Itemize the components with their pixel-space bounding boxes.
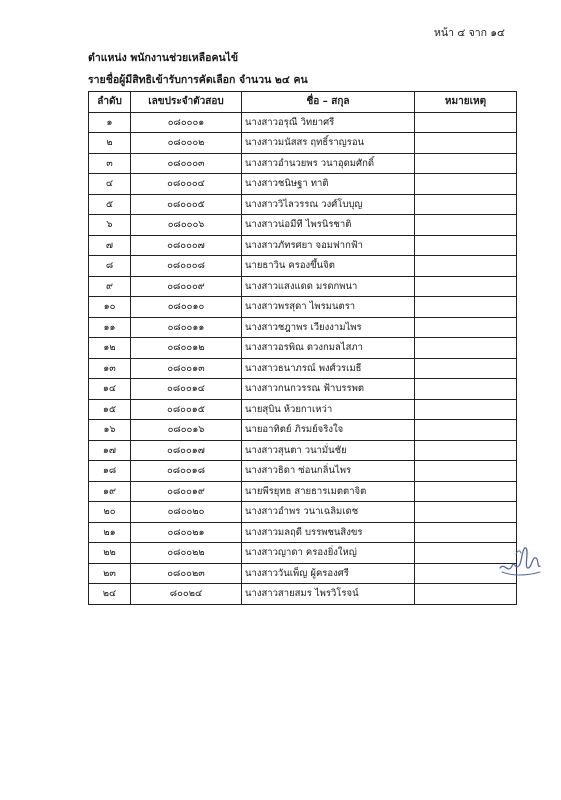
row-note [415,297,517,318]
row-note [415,133,517,154]
page-number: หน้า ๔ จาก ๑๔ [434,27,505,39]
row-exam-id: ๐๘๐๐๐๑ [131,112,242,133]
row-name: นางสาวแสงแดด มรดกพนา [242,276,415,297]
row-seq: ๒๔ [89,584,131,605]
row-seq: ๑๐ [89,297,131,318]
row-note [415,358,517,379]
table-row [89,133,517,154]
column-header-exam-id: เลขประจำตัวสอบ [131,92,242,113]
row-note [415,399,517,420]
row-exam-id: ๐๘๐๐๐๗ [131,235,242,256]
row-seq: ๑๓ [89,358,131,379]
row-exam-id: ๐๘๐๐๒๓ [131,563,242,584]
table-header [89,92,517,113]
row-name: นางสาวอำนวยพร วนาอุดมศักดิ์ [242,153,415,174]
row-exam-id: ๐๘๐๐๑๐ [131,297,242,318]
table-row [89,440,517,461]
row-seq: ๙ [89,276,131,297]
list-title: รายชื่อผู้มีสิทธิเข้ารับการคัดเลือก จำนวน ๒๔ คน [88,74,308,86]
table-row [89,420,517,441]
table-row [89,256,517,277]
row-name: นายสุบิน ห้วยกาเหว่า [242,399,415,420]
table-row [89,481,517,502]
row-seq: ๒๓ [89,563,131,584]
table-row [89,194,517,215]
row-exam-id: ๐๘๐๐๒๒ [131,543,242,564]
row-name: นางสาวมนัสสร ฤทธิ์ราญรอน [242,133,415,154]
row-seq: ๖ [89,215,131,236]
signature-mark-icon [496,538,544,582]
row-exam-id: ๐๘๐๐๑๘ [131,461,242,482]
column-header-seq: ลำดับ [89,92,131,113]
row-name: นางสาวมลฤดี บรรพชนสิงขร [242,522,415,543]
row-name: นางสาวชนิษฐา ทาติ [242,174,415,195]
table-body [89,112,517,604]
table-row [89,563,517,584]
row-exam-id: ๐๘๐๐๐๓ [131,153,242,174]
row-note [415,584,517,605]
row-exam-id: ๐๘๐๐๑๕ [131,399,242,420]
row-exam-id: ๐๘๐๐๒๐ [131,502,242,523]
row-name: นางสาวอรุณี วิทยาศรี [242,112,415,133]
row-exam-id: ๐๘๐๐๑๒ [131,338,242,359]
row-exam-id: ๐๘๐๐๐๒ [131,133,242,154]
row-note [415,256,517,277]
table-row [89,502,517,523]
row-name: นางสาววันเพ็ญ ผู้ครองศรี [242,563,415,584]
table-row [89,379,517,400]
row-note [415,481,517,502]
table-row [89,174,517,195]
row-exam-id: ๘๐๐๒๔ [131,584,242,605]
row-note [415,215,517,236]
row-seq: ๑๘ [89,461,131,482]
row-seq: ๗ [89,235,131,256]
row-exam-id: ๐๘๐๐๐๕ [131,194,242,215]
row-seq: ๑๕ [89,399,131,420]
row-note [415,502,517,523]
row-note [415,420,517,441]
row-exam-id: ๐๘๐๐๒๑ [131,522,242,543]
row-seq: ๒๑ [89,522,131,543]
row-exam-id: ๐๘๐๐๑๑ [131,317,242,338]
table-row [89,153,517,174]
position-title: ตำแหน่ง พนักงานช่วยเหลือคนไข้ [88,52,239,64]
row-seq: ๘ [89,256,131,277]
table-row [89,215,517,236]
table-row [89,358,517,379]
row-name: นางสาวอรพิณ ดวงกมลไสภา [242,338,415,359]
row-name: นายพีรยุทธ สายธารเมตตาจิต [242,481,415,502]
table-row [89,338,517,359]
table-row [89,297,517,318]
table-row [89,584,517,605]
row-exam-id: ๐๘๐๐๑๙ [131,481,242,502]
row-note [415,440,517,461]
table-row [89,317,517,338]
row-name: นางสาววิไลวรรณ วงศ์โบบุญ [242,194,415,215]
row-seq: ๑๒ [89,338,131,359]
signature [496,538,544,586]
table-row [89,235,517,256]
row-seq: ๑๑ [89,317,131,338]
row-exam-id: ๐๘๐๐๑๗ [131,440,242,461]
row-name: นางสาวพรสุดา ไพรมนตรา [242,297,415,318]
row-note [415,112,517,133]
row-name: นางสาวกนกวรรณ ฟ้าบรรพต [242,379,415,400]
row-exam-id: ๐๘๐๐๐๙ [131,276,242,297]
row-exam-id: ๐๘๐๐๐๔ [131,174,242,195]
row-seq: ๔ [89,174,131,195]
row-seq: ๒๐ [89,502,131,523]
row-seq: ๕ [89,194,131,215]
row-name: นางสาวอำพร วนาเฉลิมเดช [242,502,415,523]
row-seq: ๑๗ [89,440,131,461]
table-row [89,276,517,297]
row-name: นางสาวชฎาพร เวียงงามไพร [242,317,415,338]
row-name: นางสาวภัทรศยา จอมฟากฟ้า [242,235,415,256]
row-exam-id: ๐๘๐๐๐๘ [131,256,242,277]
row-note [415,317,517,338]
row-note [415,338,517,359]
row-name: นางสาวสุนตา วนามั่นชัย [242,440,415,461]
row-name: นายอาทิตย์ ภิรมย์จริงใจ [242,420,415,441]
column-header-note: หมายเหตุ [415,92,517,113]
row-exam-id: ๐๘๐๐๐๖ [131,215,242,236]
row-name: นางสาวธนาภรณ์ พงศ์วรเมธี [242,358,415,379]
row-seq: ๒๒ [89,543,131,564]
column-header-name: ชื่อ – สกุล [242,92,415,113]
row-seq: ๑ [89,112,131,133]
table-row [89,461,517,482]
row-seq: ๓ [89,153,131,174]
row-name: นางสาวธิดา ซ่อนกลิ่นไพร [242,461,415,482]
row-name: นางสาวญาดา ครองยิ่งใหญ่ [242,543,415,564]
row-note [415,461,517,482]
row-note [415,235,517,256]
row-note [415,194,517,215]
header-row [89,92,517,113]
row-note [415,379,517,400]
row-seq: ๑๔ [89,379,131,400]
row-seq: ๒ [89,133,131,154]
row-exam-id: ๐๘๐๐๑๓ [131,358,242,379]
row-name: นางสาวน่อมีที ไพรนิรชาติ [242,215,415,236]
table-row [89,543,517,564]
row-note [415,276,517,297]
row-seq: ๑๖ [89,420,131,441]
row-name: นายธาวิน ครองขึ้นจิต [242,256,415,277]
table-row [89,399,517,420]
row-exam-id: ๐๘๐๐๑๖ [131,420,242,441]
row-note [415,174,517,195]
row-name: นางสาวสายสมร ไพรวิโรจน์ [242,584,415,605]
table-row [89,112,517,133]
row-exam-id: ๐๘๐๐๑๔ [131,379,242,400]
row-seq: ๑๙ [89,481,131,502]
row-note [415,153,517,174]
applicant-table [88,91,517,605]
table-row [89,522,517,543]
